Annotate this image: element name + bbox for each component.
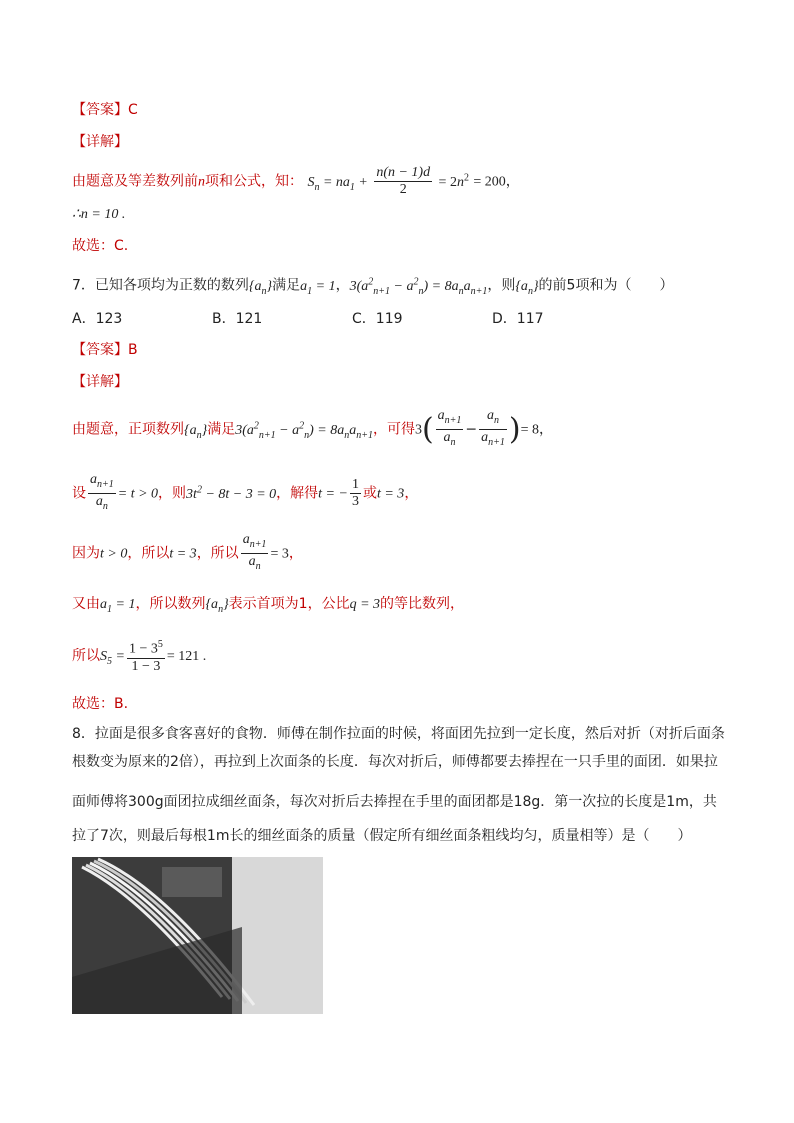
answer-value: C	[128, 102, 138, 118]
answer-label: 【答案】	[72, 102, 128, 118]
solution-7-line5: 所以$S_5$ = $\frac{1 - 3^5}{1 - 3}$ = 121 .	[72, 639, 207, 674]
solution-6-result: ∴n = 10 .	[72, 207, 126, 222]
question-7-choices	[72, 309, 734, 329]
question-8-text-4: 拉了7次，则最后每根1m长的细丝面条的质量（假定所有细丝面条粗线均匀，质量相等）是（ ）	[72, 828, 692, 844]
noodle-illustration	[72, 857, 323, 1014]
solution-7-line3: 因为t > 0，所以t = 3，所以 $\frac{a_{n+1}}{a_n}$ = 3，	[72, 532, 303, 572]
detail-label-7: 【详解】	[72, 374, 128, 390]
solution-6-formula-line: 由题意及等差数列前n项和公式，知： $S_n = na_1$ + $\frac{n(n - 1)d}{2}$ = $2n^2 = 200$，	[72, 165, 520, 198]
fraction: $\frac{n(n - 1)d}{2}$	[376, 165, 431, 198]
answer-line-6	[72, 100, 734, 120]
solution-7-line4: 又由$a_1 = 1$，所以数列$\{a_n\}$表示首项为1，公比q = 3的等比数列，	[72, 596, 465, 615]
question-8-text-2: 根数变为原来的2倍），再拉到上次面条的长度．每次对折后，师傅都要去捧捏在一只手里的面团．如果拉	[72, 754, 718, 770]
question-8-text-1: 8．拉面是很多食客喜好的食物．师傅在制作拉面的时候，将面团先拉到一定长度，然后对折（对折后面条	[72, 726, 725, 742]
question-7-stem: 7．已知各项均为正数的数列$\{a_n\}$满足$a_1 = 1$，$3(a^2_{n+1} - a^2_n) = 8a_na_{n+1}$，则$\{a_n\}$的前5项和为（ ）	[72, 276, 674, 297]
choice-a[interactable]: A．123	[72, 311, 123, 327]
solution-7-line1: 由题意，正项数列$\{a_n\}$满足$3(a^2_{n+1} - a^2_n) = 8a_na_{n+1}$，可得3( $\frac{a_{n+1}}{a_n}$ − $\frac{a_n}{a_{n+1}}$ )= 8，	[72, 408, 554, 448]
choice-c[interactable]: C．119	[352, 311, 403, 327]
noodle-photo	[72, 857, 323, 1014]
answer-line-7: 【答案】B	[72, 342, 138, 358]
question-8-text-3: 面师傅将300g面团拉成细丝面条，每次对折后去捧捏在手里的面团都是18g．第一次拉的长度是1m，共	[72, 794, 717, 810]
choice-d[interactable]: D．117	[492, 311, 544, 327]
sum-formula: $S_n = na_1$ +	[307, 174, 368, 193]
solution-7-line2: 设 $\frac{a_{n+1}}{a_n}$ = t > 0，则$3t^2 - 8t - 3 = 0$，解得t = − $\frac{1}{3}$ 或t = 3，	[72, 472, 419, 512]
conclusion-6: 故选：C.	[72, 238, 129, 254]
choice-b[interactable]: B．121	[212, 311, 263, 327]
detail-label-6: 【详解】	[72, 134, 128, 150]
conclusion-7: 故选：B.	[72, 696, 129, 712]
